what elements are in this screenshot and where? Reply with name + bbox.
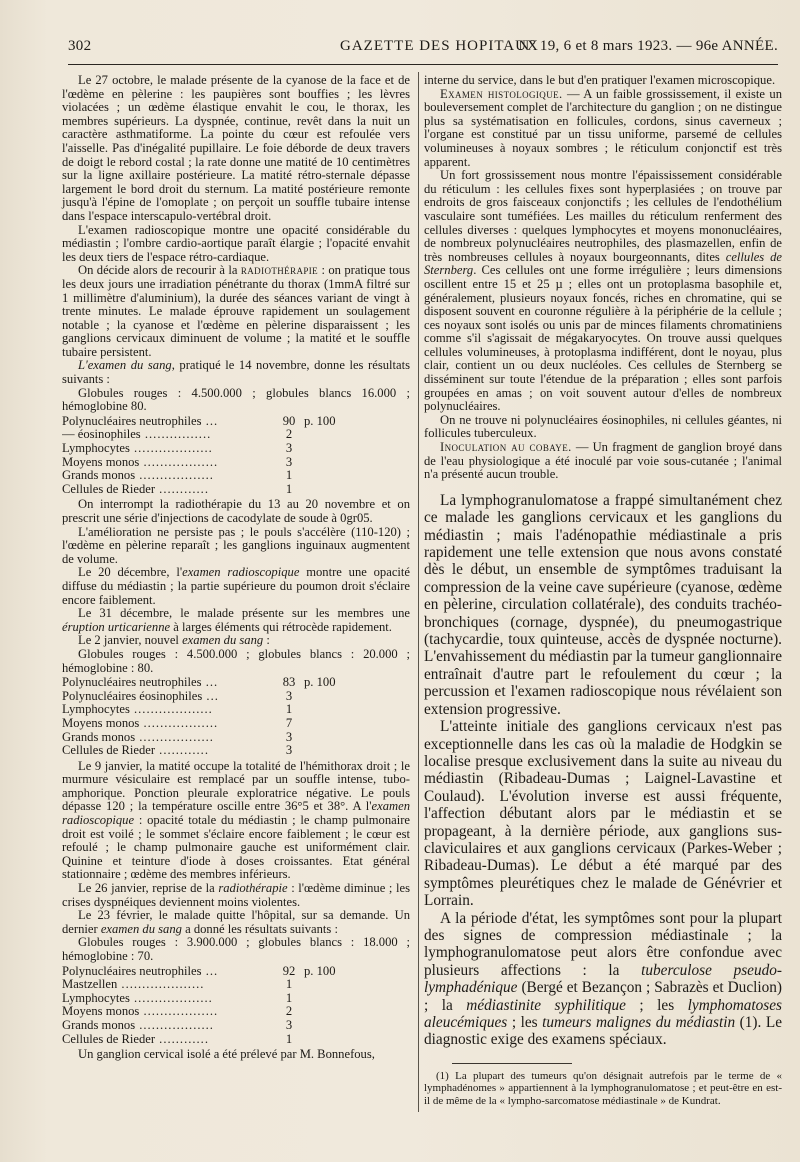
- paragraph: Le 20 décembre, l'examen radioscopique montre une opacité diffuse du médiastin ; la partie supérieure du poumon droit s'éclaire encore faiblement.: [62, 565, 410, 607]
- table-row: [62, 717, 344, 731]
- cell-unit: [304, 690, 344, 704]
- discussion-text: [424, 492, 782, 1049]
- footnote: (1) La plupart des tumeurs qu'on désignait autrefois par le terme de « lymphadénomes » appartiennent à la lymphogranulomatose ; et peut-être en est-il de même de la « lympho-sarcomatose médiastinale » de Kundrat.: [424, 1069, 782, 1107]
- cell-label: Mastzellen ....................: [62, 978, 205, 992]
- cell-label: Grands monos ..................: [62, 1018, 214, 1032]
- table-row: [62, 744, 344, 758]
- paragraph: Le 27 octobre, le malade présente de la cyanose de la face et de l'œdème en pèlerine : les paupières sont bouffies ; les lèvres violacées ; un œdème élastique envahit le cou, le thorax, les membres supérieurs. La dyspnée, continue, revêt dans la nuit un caractère asthmatiforme. La pointe du cœur est refoulée vers l'aisselle. Pas d'inégalité pupillaire. Le foie déborde de deux travers de doigt le rebord costal ; la rate donne une matité de 10 centimètres sur la ligne axillaire postérieure. La matité rétro-sternale dépasse largement le bord droit du sternum. La matité postérieure remonte jusqu'à l'épine de l'omoplate ; on perçoit un souffle tubaire intense dans l'espace interscapulo-vertébral droit.: [62, 73, 410, 223]
- cell-unit: [304, 428, 344, 442]
- cell-label: Moyens monos ..................: [62, 716, 219, 730]
- paragraph: Globules rouges : 3.900.000 ; globules blancs : 18.000 ; hémoglobine : 70.: [62, 935, 410, 963]
- paragraph: A la période d'état, les symptômes sont pour la plupart des signes de compression médiastinale ; la lymphogranulomatose peut alors être confondue avec plusieurs affections : la tuberculose pseudo-lymphadénique (Bergé et Bezançon ; Sabrazès et Duclion) ; la médiastinite syphilitique ; les lymphomatoses aleucémiques ; les tumeurs malignes du médiastin (1). Le diagnostic exige des examens spéciaux.: [424, 909, 782, 1049]
- cell-label: — éosinophiles ................: [62, 428, 212, 442]
- paragraph: L'examen du sang, pratiqué le 14 novembre, donne les résultats suivants :: [62, 358, 411, 387]
- blood-count-table-3: [62, 965, 344, 1047]
- cell-value: 83: [282, 675, 296, 690]
- cell-value: 3: [285, 729, 293, 744]
- table-row: [62, 456, 344, 470]
- blood-count-table-2: [62, 676, 344, 758]
- cell-unit: [304, 992, 344, 1006]
- cell-unit: [304, 744, 344, 758]
- cell-label: Lymphocytes ...................: [62, 703, 213, 717]
- right-column: [424, 74, 782, 1107]
- issue-info: N° 19, 6 et 8 mars 1923. — 96e ANNÉE.: [518, 38, 778, 54]
- paragraph: Inoculation au cobaye. — Un fragment de ganglion broyé dans de l'eau physiologique a été inoculé par voie sous-cutanée ; l'animal n'a présenté aucun trouble.: [424, 440, 782, 482]
- table-row: [62, 1005, 344, 1019]
- cell-unit: [304, 717, 344, 731]
- cell-unit: p. 100: [304, 675, 336, 690]
- cell-value: 90: [282, 413, 296, 428]
- table-row: [62, 731, 344, 745]
- cell-value: 2: [285, 427, 293, 442]
- cell-value: 1: [285, 468, 293, 483]
- paragraph: On interrompt la radiothérapie du 13 au 20 novembre et on prescrit une série d'injections de cacodylate de soude à 0gr05.: [62, 497, 410, 525]
- cell-unit: [304, 1005, 344, 1019]
- header-rule: [68, 64, 778, 65]
- cell-label: Lymphocytes ...................: [62, 442, 213, 456]
- cell-unit: p. 100: [304, 963, 336, 978]
- cell-label: Moyens monos ..................: [62, 455, 219, 469]
- paragraph: Globules rouges : 4.500.000 ; globules blancs : 20.000 ; hémoglobine : 80.: [62, 646, 410, 675]
- table-row: [62, 1019, 344, 1033]
- left-column: [62, 74, 410, 1062]
- cell-value: 1: [285, 702, 293, 717]
- table-row: [62, 690, 344, 704]
- cell-unit: [304, 1019, 344, 1033]
- cell-unit: [304, 731, 344, 745]
- paragraph: Examen histologique. — A un faible grossissement, il existe un bouleversement complet de l'architecture du ganglion ; on ne distingue plus sa systématisation en follicules, cordons, sinus caverneux ; l'organe est constitué par un tissu uniforme, parsemé de cellules volumineuses à noyaux sombres ; le réticulum conjonctif est très apparent.: [424, 86, 782, 169]
- page-header: [68, 38, 778, 60]
- cell-unit: [304, 483, 344, 497]
- paragraph: L'amélioration ne persiste pas ; le pouls s'accélère (110-120) ; l'œdème en pèlerine reparaît ; les ganglions inguinaux augmentent de volume.: [62, 524, 410, 566]
- journal-title: GAZETTE DES HOPITAUX: [340, 38, 539, 54]
- paragraph: Le 23 février, le malade quitte l'hôpital, sur sa demande. Un dernier examen du sang a donné les résultats suivants :: [62, 908, 410, 936]
- cell-unit: [304, 703, 344, 717]
- table-row: [62, 442, 344, 456]
- cell-value: 3: [285, 454, 293, 469]
- table-row: [62, 483, 344, 497]
- blood-count-table-1: [62, 415, 344, 497]
- cell-label: Polynucléaires neutrophiles ...: [62, 414, 219, 428]
- cell-value: 2: [285, 1004, 293, 1019]
- cell-label: Moyens monos ..................: [62, 1005, 219, 1019]
- table-row: [62, 1033, 344, 1047]
- paragraph: Un ganglion cervical isolé a été prélevé par M. Bonnefous,: [78, 1047, 375, 1062]
- cell-label: Cellules de Rieder ............: [62, 744, 209, 758]
- paragraph: interne du service, dans le but d'en pratiquer l'examen microscopique.: [424, 73, 776, 87]
- cell-value: 92: [282, 963, 296, 978]
- table-row: [62, 978, 344, 992]
- page-number: 302: [68, 38, 92, 54]
- cell-unit: [304, 469, 344, 483]
- paragraph: Le 26 janvier, reprise de la radiothérapie : l'œdème diminue ; les crises dyspnéiques deviennent moins violentes.: [62, 881, 410, 909]
- table-row: [62, 992, 344, 1006]
- cell-unit: p. 100: [304, 413, 336, 428]
- table-row: [62, 415, 344, 429]
- cell-unit: [304, 456, 344, 470]
- paragraph: L'examen radioscopique montre une opacité considérable du médiastin ; l'ombre cardio-aortique paraît élargie ; l'opacité envahit les deux tiers de l'espace rétro-cardiaque.: [62, 222, 410, 264]
- cell-label: Polynucléaires éosinophiles ...: [62, 689, 219, 703]
- table-row: [62, 703, 344, 717]
- paragraph: On ne trouve ni polynucléaires éosinophiles, ni cellules géantes, ni follicules tuberculeux.: [424, 412, 782, 441]
- cell-label: Polynucléaires neutrophiles ...: [62, 964, 219, 978]
- cell-value: 7: [285, 715, 293, 730]
- table-row: [62, 469, 344, 483]
- paragraph: Le 2 janvier, nouvel examen du sang :: [78, 633, 270, 648]
- footnote-rule: [452, 1063, 572, 1064]
- section-heading: Inoculation au cobaye.: [440, 440, 572, 455]
- cell-value: 1: [285, 1031, 293, 1046]
- cell-value: 1: [285, 481, 293, 496]
- table-row: [62, 428, 344, 442]
- cell-value: 1: [285, 977, 293, 992]
- paragraph: L'atteinte initiale des ganglions cervicaux n'est pas exceptionnelle dans les cas où la maladie de Hodgkin se localise presque exclusivement dans la suite au niveau du médiastin (Ribadeau-Dumas ; Laignel-Lavastine et Coulaud). L'évolution inverse est aussi fréquente, l'affection débutant alors par le médiastin et se propageant, à la dernière période, aux ganglions sus-claviculaires et aux ganglions cervicaux (Parkes-Weber ; Ribadeau-Dumas). Le début a été marqué par des symptômes pleurétiques chez le malade de Génévrier et Lorrain.: [424, 718, 782, 910]
- paragraph: Un fort grossissement nous montre l'épaississement considérable du réticulum : les cellules fixes sont hyperplasiées ; on trouve par endroits de gros faisceaux conjonctifs ; les cellules de l'endothélium vasculaire sont tuméfiées. Les mailles du réticulum renferment des cellules diverses : quelques lymphocytes et moyens mononucléaires, de nombreux polynucléaires neutrophiles, des plasmazellen, enfin de très nombreuses cellules à noyaux bourgeonnants, dites cellules de Sternberg. Ces cellules ont une forme irrégulière ; leurs dimensions oscillent entre 15 et 25 µ ; elles ont un protoplasma basophile et, généralement, plusieurs noyaux foncés, riches en chromatine, qui se disposent souvent en couronne régulière à la périphérie de la cellule ; ces noyaux sont isolés ou unis par de minces filaments chromatiniens comme s'il s'agissait de mégakaryocytes. On trouve aussi quelques cellules volumineuses, à protoplasma indifférent, dont le noyau, plus clair, contient un ou deux nucléoles. Ces cellules de Sternberg se disséminent sur toute l'étendue de la préparation ; elles sont parfois groupées en amas ; on voit souvent autour d'elles de nombreux polynucléaires.: [424, 168, 782, 414]
- cell-label: Cellules de Rieder ............: [62, 1032, 209, 1046]
- paragraph: Globules rouges : 4.500.000 ; globules blancs 16.000 ; hémoglobine 80.: [62, 385, 410, 414]
- paragraph: La lymphogranulomatose a frappé simultanément chez ce malade les ganglions cervicaux et les ganglions du médiastin ; mais l'adénopathie médiastinale a pris rapidement une telle extension que nous avons constaté dès le début, un ensemble de symptômes traduisant la compression de la veine cave supérieure (cyanose, œdème en pèlerine, circulation collatérale), des conduits trachéo-bronchiques (cornage, dyspnée), du pneumogastrique (tachycardie, toux quinteuse, accès de dyspnée nocturne). L'envahissement du médiastin par la tumeur ganglionnaire entraînait d'autre part le refoulement du cœur ; la percussion et l'examen radioscopique nous révélaient son extension progressive.: [424, 491, 782, 718]
- section-heading: Examen histologique.: [440, 86, 563, 101]
- cell-label: Lymphocytes ...................: [62, 991, 213, 1005]
- paragraph: Le 9 janvier, la matité occupe la totalité de l'hémithorax droit ; le murmure vésiculaire est remplacé par un souffle intense, tubo-amphorique. Ponction pleurale exploratrice négative. Le pouls dépasse 120 ; la température oscille entre 36°5 et 38°. A l'examen radioscopique : opacité totale du médiastin ; le champ pulmonaire droit est voilé ; le sommet s'éclaire encore faiblement ; le cœur est refoulé ; le champ pulmonaire gauche est uniformément clair. Quinine et teinture d'iode à doses croissantes. Etat général stationnaire ; œdème des membres inférieurs.: [62, 758, 410, 882]
- cell-label: Grands monos ..................: [62, 730, 214, 744]
- column-divider: [418, 72, 419, 1112]
- table-row: [62, 676, 344, 690]
- table-row: [62, 965, 344, 979]
- cell-value: 3: [285, 688, 293, 703]
- paragraph: Le 31 décembre, le malade présente sur les membres une éruption urticarienne à larges éléments qui rétrocède rapidement.: [62, 606, 410, 634]
- cell-value: 3: [285, 743, 293, 758]
- cell-label: Polynucléaires neutrophiles ...: [62, 676, 219, 690]
- cell-value: 3: [285, 1017, 293, 1032]
- cell-value: 1: [285, 990, 293, 1005]
- cell-unit: [304, 978, 344, 992]
- cell-unit: [304, 442, 344, 456]
- cell-label: Grands monos ..................: [62, 469, 214, 483]
- cell-label: Cellules de Rieder ............: [62, 482, 209, 496]
- cell-value: 3: [285, 441, 293, 456]
- cell-unit: [304, 1033, 344, 1047]
- paragraph: On décide alors de recourir à la radiothérapie : on pratique tous les deux jours une irradiation pénétrante du thorax (1mmA filtré sur 1 millimètre d'aluminium), la durée des séances variant de vingt à trente minutes. Le malade éprouve rapidement un soulagement notable ; la cyanose et l'œdème en pèlerine disparaissent ; les ganglions cervicaux diminuent de volume ; la matité et le souffle tubaire persistent.: [62, 263, 410, 359]
